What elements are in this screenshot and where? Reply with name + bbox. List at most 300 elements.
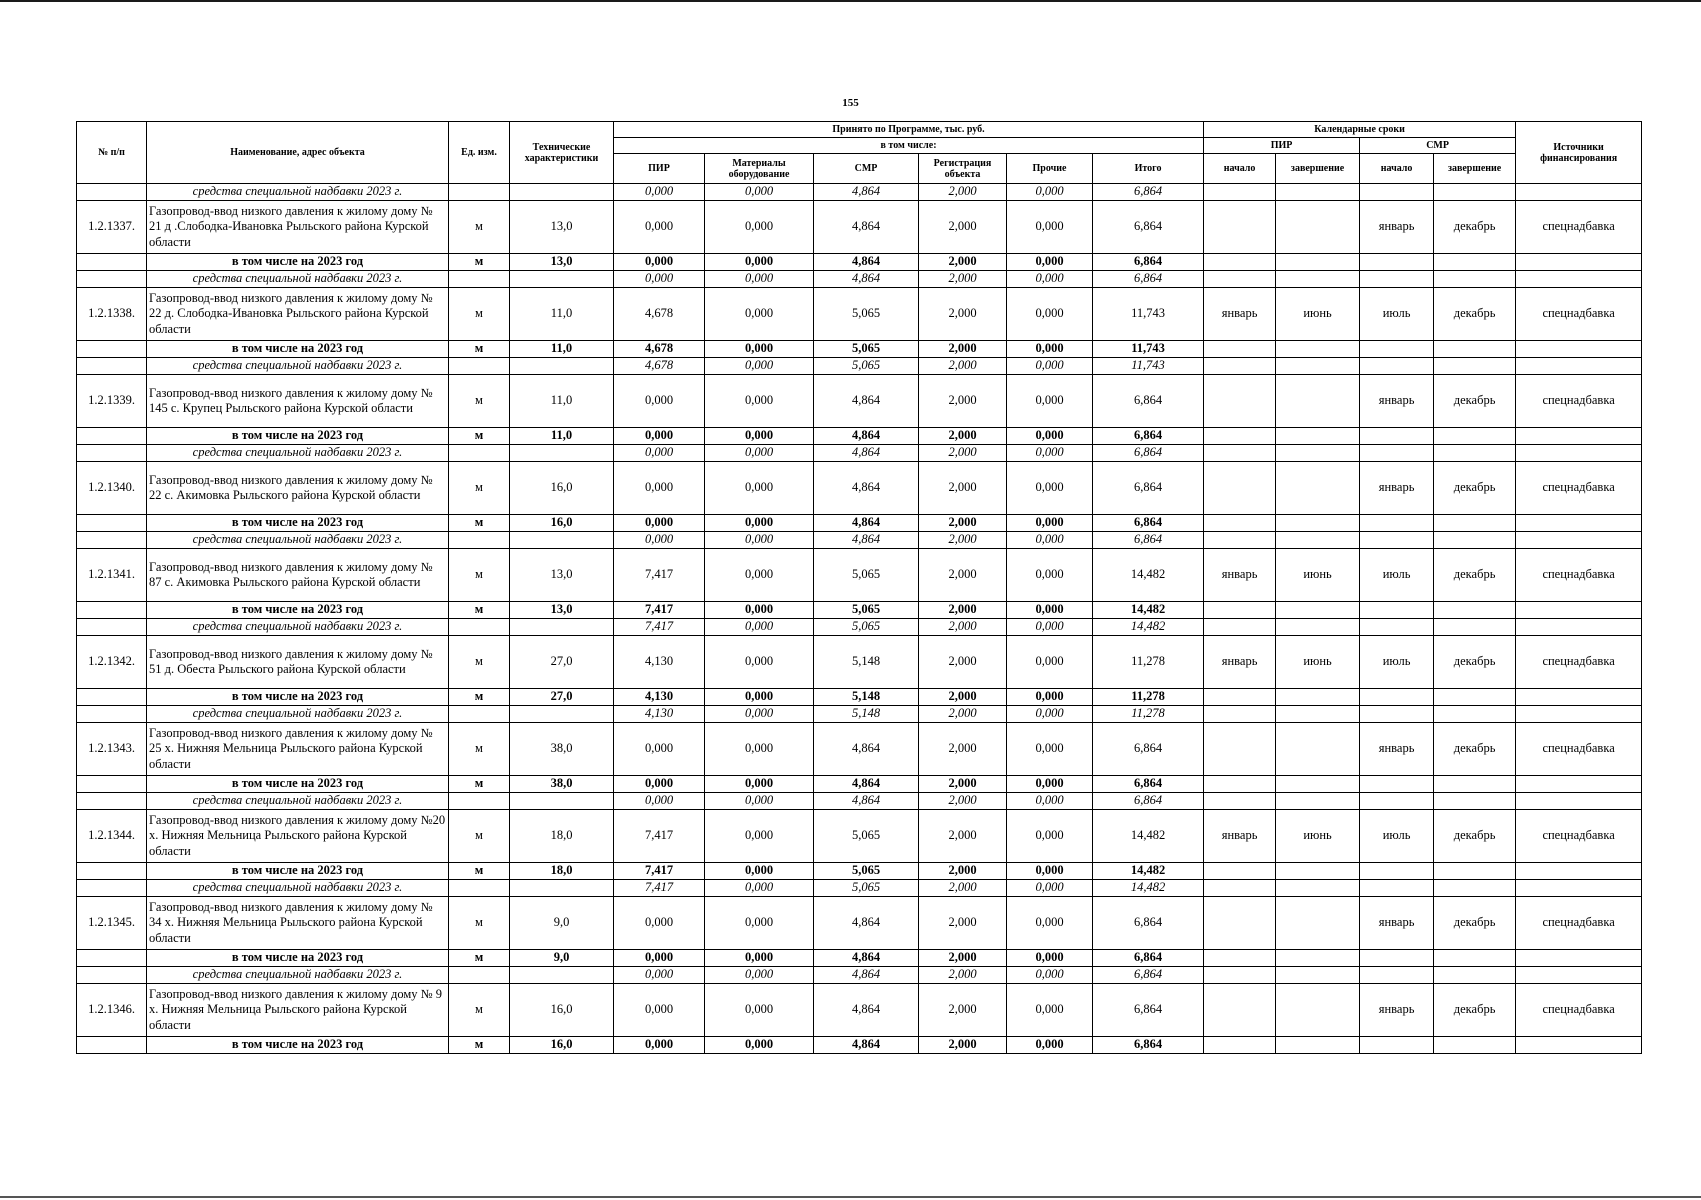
- object-row: [77, 897, 1642, 950]
- smr-start-cell: [1360, 515, 1434, 532]
- funding-row: [77, 532, 1642, 549]
- unit-cell: [449, 184, 510, 201]
- col-smr-end-header: завершение: [1434, 154, 1516, 184]
- other-cell: 0,000: [1007, 619, 1093, 636]
- total-cell: 11,743: [1093, 341, 1204, 358]
- smr-end-cell: [1434, 184, 1516, 201]
- other-cell: 0,000: [1007, 428, 1093, 445]
- row-number: [77, 689, 147, 706]
- source-cell: [1516, 184, 1642, 201]
- funding-row: [77, 445, 1642, 462]
- pir-cell: 7,417: [614, 619, 705, 636]
- tech-cell: [510, 619, 614, 636]
- source-cell: спецнадбавка: [1516, 462, 1642, 515]
- row-number: 1.2.1343.: [77, 723, 147, 776]
- other-cell: 0,000: [1007, 201, 1093, 254]
- mat-cell: 0,000: [705, 341, 814, 358]
- mat-cell: 0,000: [705, 689, 814, 706]
- funding-row: [77, 706, 1642, 723]
- mat-cell: 0,000: [705, 184, 814, 201]
- object-row: [77, 984, 1642, 1037]
- object-name: в том числе на 2023 год: [147, 950, 449, 967]
- other-cell: 0,000: [1007, 880, 1093, 897]
- smr-start-cell: [1360, 445, 1434, 462]
- pir-start-cell: [1204, 428, 1276, 445]
- pir-cell: 0,000: [614, 967, 705, 984]
- pir-cell: 0,000: [614, 723, 705, 776]
- col-other-header: Прочие: [1007, 154, 1093, 184]
- pir-start-cell: [1204, 863, 1276, 880]
- mat-cell: 0,000: [705, 636, 814, 689]
- smr-start-cell: январь: [1360, 201, 1434, 254]
- pir-start-cell: январь: [1204, 288, 1276, 341]
- year-subtotal-row: [77, 602, 1642, 619]
- pir-start-cell: [1204, 271, 1276, 288]
- source-cell: спецнадбавка: [1516, 201, 1642, 254]
- source-cell: [1516, 967, 1642, 984]
- smr-end-cell: [1434, 776, 1516, 793]
- tech-cell: 27,0: [510, 636, 614, 689]
- reg-cell: 2,000: [919, 810, 1007, 863]
- smr-cell: 4,864: [814, 793, 919, 810]
- row-number: 1.2.1337.: [77, 201, 147, 254]
- object-row: [77, 636, 1642, 689]
- other-cell: 0,000: [1007, 863, 1093, 880]
- tech-cell: [510, 184, 614, 201]
- pir-end-cell: [1276, 462, 1360, 515]
- smr-start-cell: [1360, 793, 1434, 810]
- mat-cell: 0,000: [705, 984, 814, 1037]
- smr-end-cell: [1434, 1037, 1516, 1054]
- total-cell: 6,864: [1093, 445, 1204, 462]
- source-cell: [1516, 776, 1642, 793]
- total-cell: 6,864: [1093, 950, 1204, 967]
- smr-start-cell: [1360, 428, 1434, 445]
- pir-start-cell: [1204, 950, 1276, 967]
- object-name: средства специальной надбавки 2023 г.: [147, 619, 449, 636]
- other-cell: 0,000: [1007, 375, 1093, 428]
- mat-cell: 0,000: [705, 254, 814, 271]
- object-name: средства специальной надбавки 2023 г.: [147, 967, 449, 984]
- pir-end-cell: [1276, 984, 1360, 1037]
- col-sources-header: Источники финансирования: [1516, 122, 1642, 184]
- row-number: [77, 793, 147, 810]
- smr-start-cell: июль: [1360, 549, 1434, 602]
- year-subtotal-row: [77, 689, 1642, 706]
- smr-end-cell: декабрь: [1434, 810, 1516, 863]
- smr-end-cell: [1434, 950, 1516, 967]
- other-cell: 0,000: [1007, 636, 1093, 689]
- smr-cell: 5,065: [814, 863, 919, 880]
- source-cell: [1516, 428, 1642, 445]
- smr-end-cell: декабрь: [1434, 897, 1516, 950]
- object-name: средства специальной надбавки 2023 г.: [147, 358, 449, 375]
- smr-end-cell: декабрь: [1434, 201, 1516, 254]
- source-cell: [1516, 880, 1642, 897]
- reg-cell: 2,000: [919, 967, 1007, 984]
- reg-cell: 2,000: [919, 428, 1007, 445]
- source-cell: [1516, 358, 1642, 375]
- object-name: в том числе на 2023 год: [147, 428, 449, 445]
- object-name: Газопровод-ввод низкого давления к жилому дому № 25 х. Нижняя Мельница Рыльского района Курской области: [147, 723, 449, 776]
- total-cell: 11,743: [1093, 288, 1204, 341]
- object-name: в том числе на 2023 год: [147, 254, 449, 271]
- pir-cell: 0,000: [614, 950, 705, 967]
- smr-cell: 5,148: [814, 689, 919, 706]
- pir-cell: 0,000: [614, 462, 705, 515]
- smr-start-cell: [1360, 863, 1434, 880]
- pir-cell: 4,678: [614, 341, 705, 358]
- smr-cell: 4,864: [814, 776, 919, 793]
- smr-start-cell: [1360, 532, 1434, 549]
- tech-cell: 13,0: [510, 201, 614, 254]
- pir-cell: 0,000: [614, 532, 705, 549]
- table-body: [77, 184, 1642, 1054]
- pir-start-cell: [1204, 358, 1276, 375]
- smr-end-cell: [1434, 619, 1516, 636]
- total-cell: 6,864: [1093, 271, 1204, 288]
- smr-cell: 4,864: [814, 184, 919, 201]
- other-cell: 0,000: [1007, 1037, 1093, 1054]
- other-cell: 0,000: [1007, 254, 1093, 271]
- pir-start-cell: [1204, 689, 1276, 706]
- smr-cell: 4,864: [814, 984, 919, 1037]
- row-number: [77, 341, 147, 358]
- unit-cell: м: [449, 549, 510, 602]
- reg-cell: 2,000: [919, 445, 1007, 462]
- smr-cell: 4,864: [814, 462, 919, 515]
- other-cell: 0,000: [1007, 341, 1093, 358]
- unit-cell: м: [449, 863, 510, 880]
- total-cell: 14,482: [1093, 810, 1204, 863]
- smr-cell: 4,864: [814, 428, 919, 445]
- col-tech-header: Технические характеристики: [510, 122, 614, 184]
- smr-start-cell: [1360, 776, 1434, 793]
- year-subtotal-row: [77, 515, 1642, 532]
- col-pir-end-header: завершение: [1276, 154, 1360, 184]
- reg-cell: 2,000: [919, 619, 1007, 636]
- pir-start-cell: [1204, 184, 1276, 201]
- total-cell: 14,482: [1093, 880, 1204, 897]
- smr-cell: 4,864: [814, 950, 919, 967]
- smr-start-cell: [1360, 689, 1434, 706]
- scan-border-top: [0, 0, 1701, 2]
- tech-cell: [510, 358, 614, 375]
- tech-cell: 16,0: [510, 515, 614, 532]
- page-number: 155: [842, 97, 859, 109]
- mat-cell: 0,000: [705, 201, 814, 254]
- reg-cell: 2,000: [919, 358, 1007, 375]
- reg-cell: 2,000: [919, 636, 1007, 689]
- smr-end-cell: [1434, 793, 1516, 810]
- total-cell: 11,278: [1093, 636, 1204, 689]
- row-number: [77, 184, 147, 201]
- mat-cell: 0,000: [705, 776, 814, 793]
- funding-row: [77, 619, 1642, 636]
- pir-start-cell: [1204, 706, 1276, 723]
- pir-end-cell: [1276, 863, 1360, 880]
- tech-cell: 13,0: [510, 254, 614, 271]
- mat-cell: 0,000: [705, 515, 814, 532]
- source-cell: [1516, 602, 1642, 619]
- pir-start-cell: [1204, 462, 1276, 515]
- row-number: 1.2.1346.: [77, 984, 147, 1037]
- smr-end-cell: декабрь: [1434, 636, 1516, 689]
- smr-end-cell: [1434, 532, 1516, 549]
- smr-start-cell: [1360, 358, 1434, 375]
- pir-end-cell: [1276, 602, 1360, 619]
- total-cell: 11,278: [1093, 689, 1204, 706]
- pir-cell: 0,000: [614, 254, 705, 271]
- object-name: Газопровод-ввод низкого давления к жилому дому № 21 д .Слободка-Ивановка Рыльского района Курской области: [147, 201, 449, 254]
- pir-start-cell: [1204, 619, 1276, 636]
- source-cell: [1516, 515, 1642, 532]
- other-cell: 0,000: [1007, 445, 1093, 462]
- unit-cell: м: [449, 341, 510, 358]
- mat-cell: 0,000: [705, 619, 814, 636]
- tech-cell: 11,0: [510, 428, 614, 445]
- col-num-header: № п/п: [77, 122, 147, 184]
- unit-cell: [449, 880, 510, 897]
- smr-start-cell: [1360, 967, 1434, 984]
- smr-end-cell: [1434, 602, 1516, 619]
- object-row: [77, 375, 1642, 428]
- pir-end-cell: [1276, 254, 1360, 271]
- smr-start-cell: [1360, 619, 1434, 636]
- row-number: [77, 515, 147, 532]
- row-number: [77, 863, 147, 880]
- smr-cell: 5,065: [814, 288, 919, 341]
- source-cell: [1516, 445, 1642, 462]
- smr-cell: 4,864: [814, 515, 919, 532]
- pir-cell: 4,678: [614, 288, 705, 341]
- object-name: в том числе на 2023 год: [147, 689, 449, 706]
- year-subtotal-row: [77, 950, 1642, 967]
- total-cell: 6,864: [1093, 1037, 1204, 1054]
- object-name: средства специальной надбавки 2023 г.: [147, 271, 449, 288]
- unit-cell: м: [449, 984, 510, 1037]
- object-name: Газопровод-ввод низкого давления к жилому дому № 87 с. Акимовка Рыльского района Курской области: [147, 549, 449, 602]
- col-name-header: Наименование, адрес объекта: [147, 122, 449, 184]
- reg-cell: 2,000: [919, 897, 1007, 950]
- other-cell: 0,000: [1007, 184, 1093, 201]
- pir-start-cell: [1204, 515, 1276, 532]
- unit-cell: м: [449, 602, 510, 619]
- pir-end-cell: [1276, 515, 1360, 532]
- pir-cell: 0,000: [614, 515, 705, 532]
- mat-cell: 0,000: [705, 532, 814, 549]
- mat-cell: 0,000: [705, 375, 814, 428]
- smr-end-cell: [1434, 254, 1516, 271]
- object-name: в том числе на 2023 год: [147, 776, 449, 793]
- pir-end-cell: [1276, 950, 1360, 967]
- unit-cell: [449, 706, 510, 723]
- pir-start-cell: [1204, 793, 1276, 810]
- object-name: средства специальной надбавки 2023 г.: [147, 445, 449, 462]
- pir-end-cell: июнь: [1276, 549, 1360, 602]
- unit-cell: м: [449, 689, 510, 706]
- tech-cell: [510, 532, 614, 549]
- object-name: средства специальной надбавки 2023 г.: [147, 706, 449, 723]
- pir-cell: 7,417: [614, 602, 705, 619]
- object-row: [77, 810, 1642, 863]
- pir-end-cell: [1276, 271, 1360, 288]
- pir-start-cell: [1204, 602, 1276, 619]
- pir-start-cell: [1204, 897, 1276, 950]
- total-cell: 11,278: [1093, 706, 1204, 723]
- pir-end-cell: [1276, 428, 1360, 445]
- smr-start-cell: июль: [1360, 288, 1434, 341]
- reg-cell: 2,000: [919, 863, 1007, 880]
- other-cell: 0,000: [1007, 793, 1093, 810]
- tech-cell: 16,0: [510, 984, 614, 1037]
- other-cell: 0,000: [1007, 967, 1093, 984]
- tech-cell: 27,0: [510, 689, 614, 706]
- other-cell: 0,000: [1007, 897, 1093, 950]
- unit-cell: м: [449, 375, 510, 428]
- smr-start-cell: [1360, 184, 1434, 201]
- reg-cell: 2,000: [919, 254, 1007, 271]
- year-subtotal-row: [77, 863, 1642, 880]
- object-name: в том числе на 2023 год: [147, 863, 449, 880]
- reg-cell: 2,000: [919, 462, 1007, 515]
- smr-cell: 4,864: [814, 445, 919, 462]
- smr-cell: 5,065: [814, 880, 919, 897]
- other-cell: 0,000: [1007, 358, 1093, 375]
- pir-end-cell: [1276, 967, 1360, 984]
- tech-cell: [510, 271, 614, 288]
- unit-cell: м: [449, 636, 510, 689]
- mat-cell: 0,000: [705, 967, 814, 984]
- other-cell: 0,000: [1007, 515, 1093, 532]
- row-number: 1.2.1341.: [77, 549, 147, 602]
- total-cell: 14,482: [1093, 863, 1204, 880]
- unit-cell: [449, 793, 510, 810]
- total-cell: 14,482: [1093, 619, 1204, 636]
- smr-start-cell: [1360, 602, 1434, 619]
- unit-cell: [449, 271, 510, 288]
- reg-cell: 2,000: [919, 602, 1007, 619]
- reg-cell: 2,000: [919, 549, 1007, 602]
- pir-start-cell: [1204, 375, 1276, 428]
- pir-start-cell: [1204, 341, 1276, 358]
- total-cell: 6,864: [1093, 723, 1204, 776]
- pir-start-cell: январь: [1204, 636, 1276, 689]
- smr-end-cell: [1434, 428, 1516, 445]
- smr-cell: 5,065: [814, 810, 919, 863]
- tech-cell: 11,0: [510, 341, 614, 358]
- pir-end-cell: июнь: [1276, 636, 1360, 689]
- reg-cell: 2,000: [919, 706, 1007, 723]
- object-row: [77, 723, 1642, 776]
- smr-end-cell: [1434, 341, 1516, 358]
- col-materials-header: Материалы оборудование: [705, 154, 814, 184]
- pir-end-cell: [1276, 723, 1360, 776]
- row-number: 1.2.1342.: [77, 636, 147, 689]
- source-cell: [1516, 271, 1642, 288]
- mat-cell: 0,000: [705, 880, 814, 897]
- smr-start-cell: январь: [1360, 462, 1434, 515]
- row-number: [77, 967, 147, 984]
- other-cell: 0,000: [1007, 950, 1093, 967]
- unit-cell: м: [449, 288, 510, 341]
- pir-cell: 7,417: [614, 863, 705, 880]
- mat-cell: 0,000: [705, 863, 814, 880]
- tech-cell: [510, 706, 614, 723]
- cal-smr-header: СМР: [1360, 138, 1516, 154]
- row-number: [77, 776, 147, 793]
- pir-end-cell: [1276, 201, 1360, 254]
- object-name: в том числе на 2023 год: [147, 515, 449, 532]
- funding-row: [77, 967, 1642, 984]
- smr-end-cell: декабрь: [1434, 462, 1516, 515]
- source-cell: спецнадбавка: [1516, 810, 1642, 863]
- smr-end-cell: [1434, 880, 1516, 897]
- tech-cell: 9,0: [510, 897, 614, 950]
- total-cell: 6,864: [1093, 462, 1204, 515]
- pir-cell: 7,417: [614, 549, 705, 602]
- source-cell: спецнадбавка: [1516, 984, 1642, 1037]
- smr-cell: 4,864: [814, 201, 919, 254]
- object-name: Газопровод-ввод низкого давления к жилому дому № 145 с. Крупец Рыльского района Курской области: [147, 375, 449, 428]
- reg-cell: 2,000: [919, 984, 1007, 1037]
- pir-end-cell: [1276, 689, 1360, 706]
- row-number: [77, 428, 147, 445]
- source-cell: [1516, 619, 1642, 636]
- source-cell: [1516, 341, 1642, 358]
- other-cell: 0,000: [1007, 706, 1093, 723]
- table-header: [77, 122, 1642, 184]
- mat-cell: 0,000: [705, 288, 814, 341]
- object-name: Газопровод-ввод низкого давления к жилому дому №20 х. Нижняя Мельница Рыльского района Курской области: [147, 810, 449, 863]
- smr-cell: 5,065: [814, 602, 919, 619]
- unit-cell: [449, 967, 510, 984]
- reg-cell: 2,000: [919, 793, 1007, 810]
- pir-end-cell: [1276, 706, 1360, 723]
- pir-end-cell: [1276, 776, 1360, 793]
- total-cell: 11,743: [1093, 358, 1204, 375]
- other-cell: 0,000: [1007, 271, 1093, 288]
- col-smr-header: СМР: [814, 154, 919, 184]
- program-table: [76, 121, 1642, 1054]
- mat-cell: 0,000: [705, 602, 814, 619]
- smr-start-cell: январь: [1360, 375, 1434, 428]
- other-cell: 0,000: [1007, 549, 1093, 602]
- smr-start-cell: июль: [1360, 636, 1434, 689]
- reg-cell: 2,000: [919, 201, 1007, 254]
- smr-cell: 4,864: [814, 375, 919, 428]
- total-cell: 6,864: [1093, 375, 1204, 428]
- pir-start-cell: [1204, 445, 1276, 462]
- row-number: [77, 880, 147, 897]
- reg-cell: 2,000: [919, 271, 1007, 288]
- col-unit-header: Ед. изм.: [449, 122, 510, 184]
- mat-cell: 0,000: [705, 950, 814, 967]
- smr-end-cell: декабрь: [1434, 984, 1516, 1037]
- smr-end-cell: [1434, 967, 1516, 984]
- source-cell: [1516, 532, 1642, 549]
- source-cell: спецнадбавка: [1516, 897, 1642, 950]
- total-cell: 6,864: [1093, 515, 1204, 532]
- smr-start-cell: [1360, 254, 1434, 271]
- object-name: Газопровод-ввод низкого давления к жилому дому № 9 х. Нижняя Мельница Рыльского района Курской области: [147, 984, 449, 1037]
- pir-start-cell: [1204, 776, 1276, 793]
- smr-cell: 4,864: [814, 532, 919, 549]
- row-number: [77, 950, 147, 967]
- tech-cell: 18,0: [510, 810, 614, 863]
- source-cell: [1516, 863, 1642, 880]
- col-registration-header: Регистрация объекта: [919, 154, 1007, 184]
